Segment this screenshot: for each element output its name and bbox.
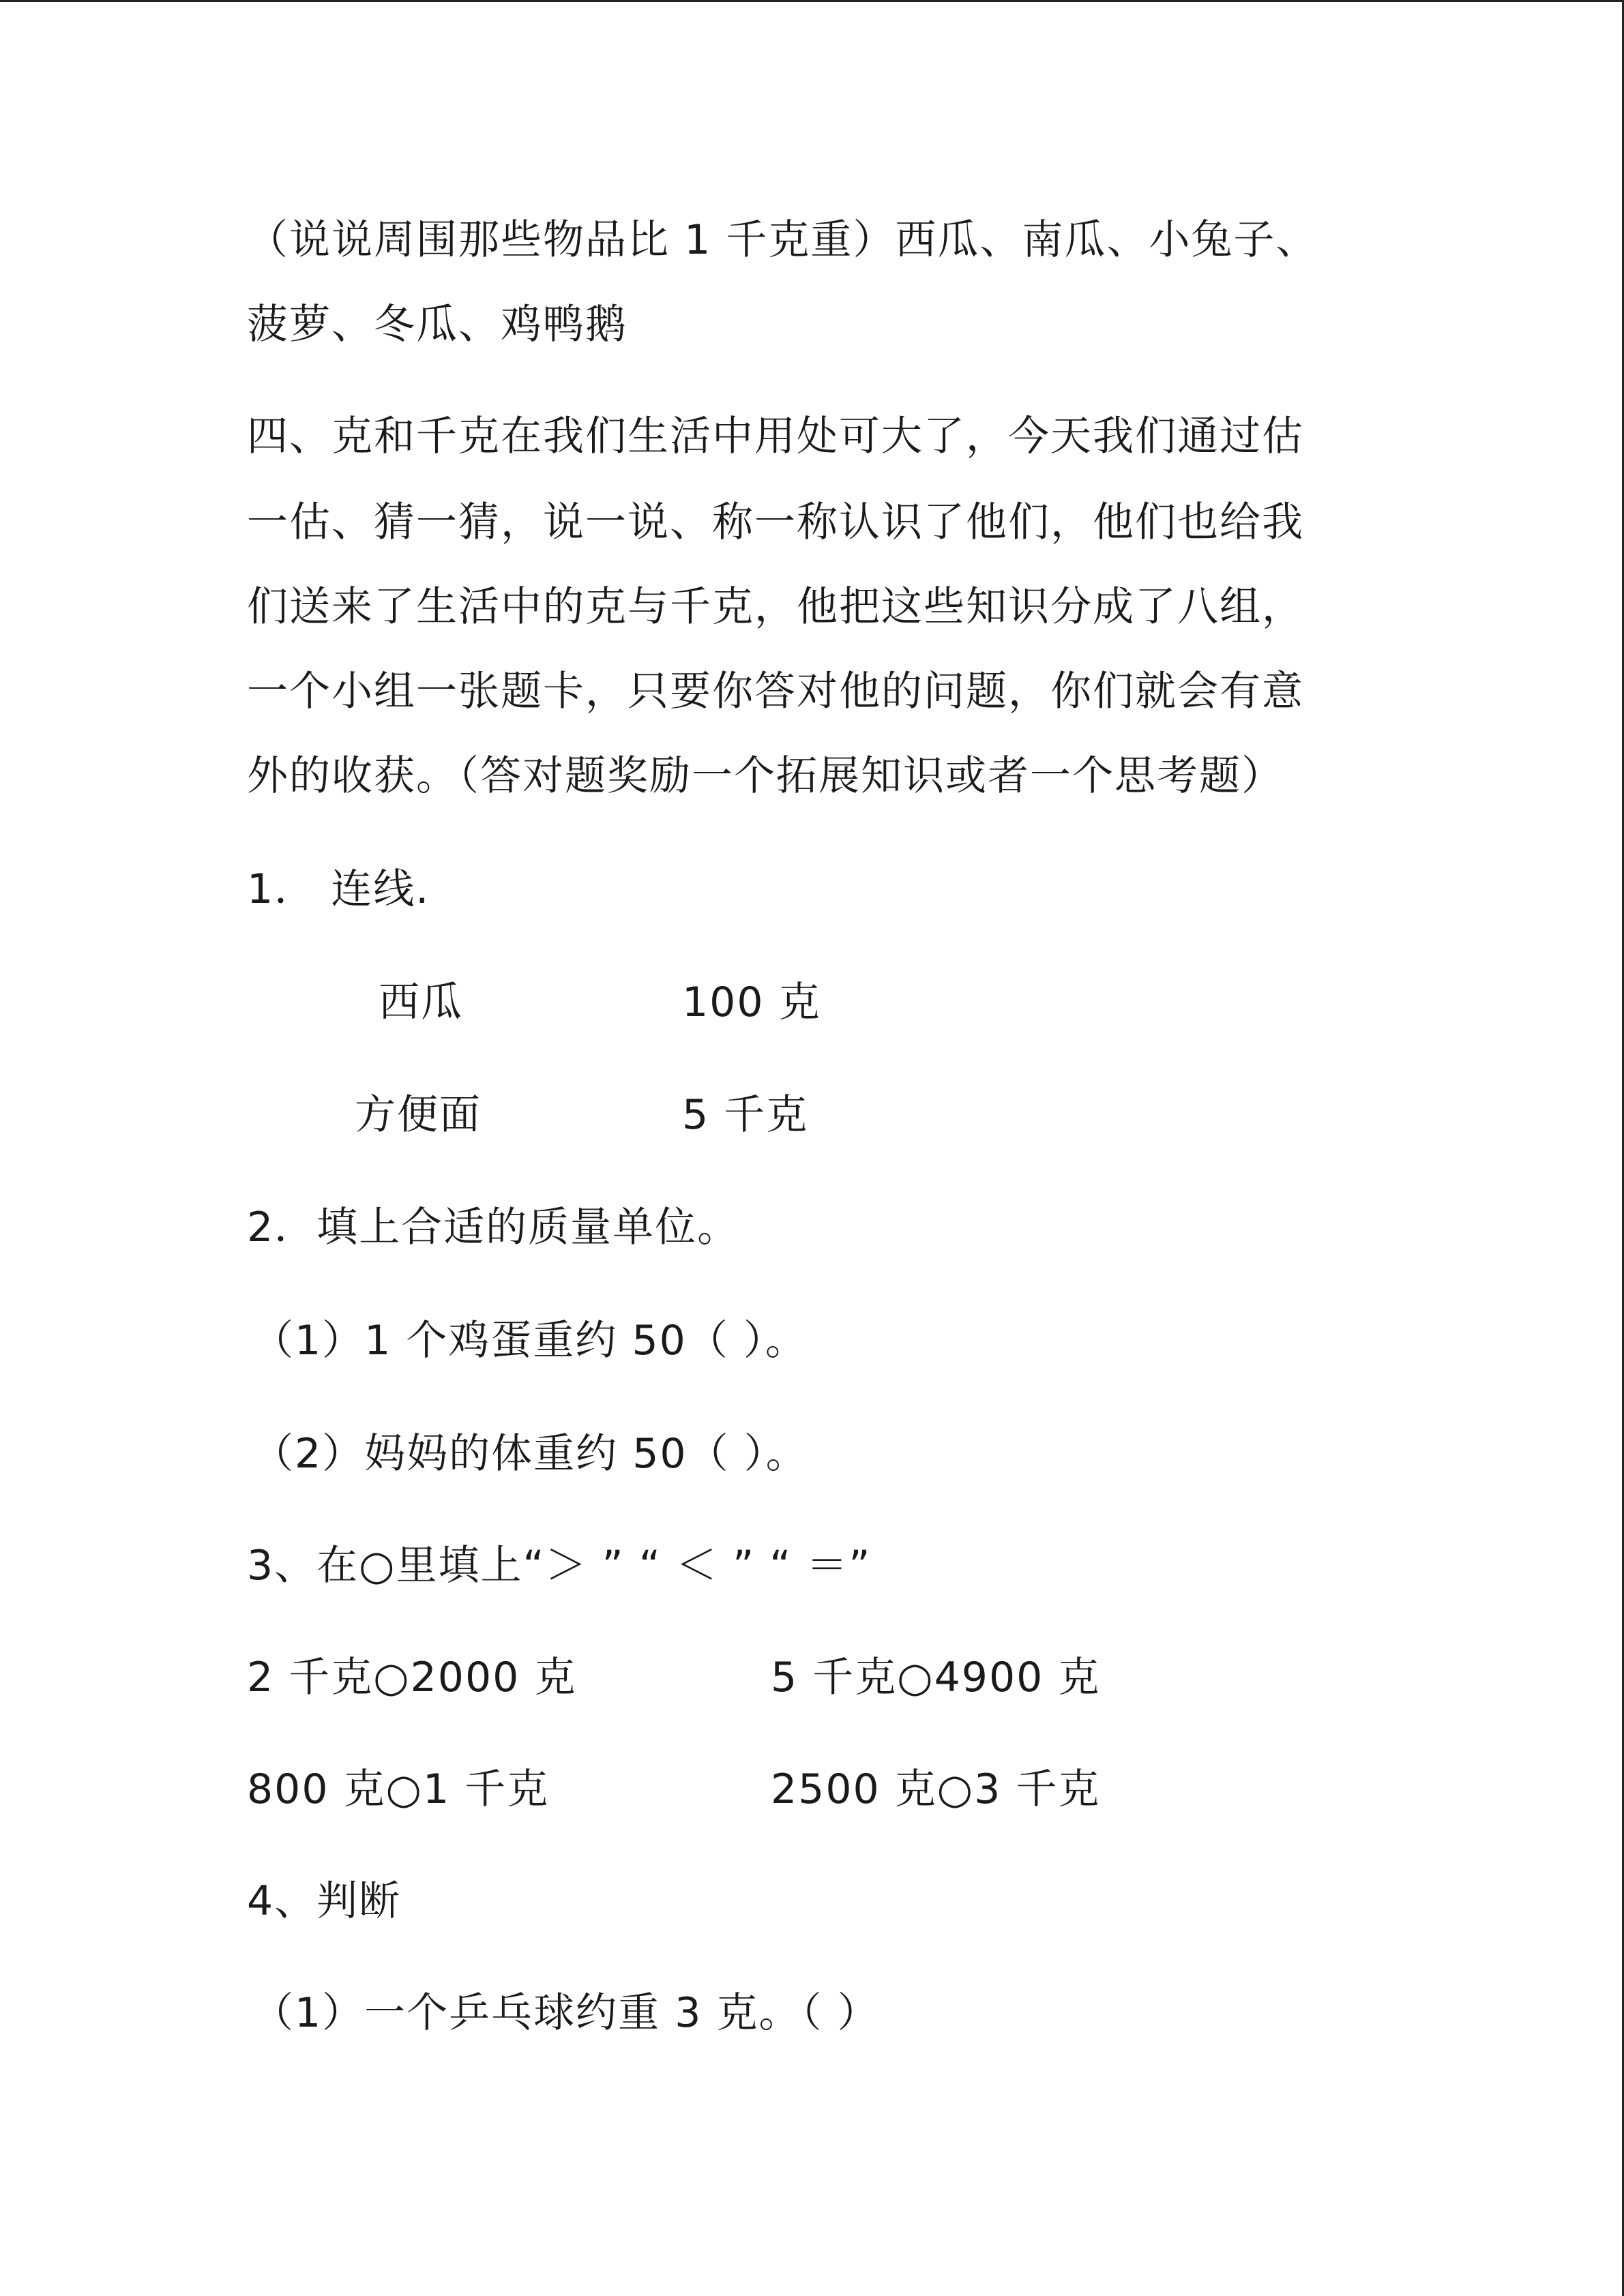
question-2-item: （1）1 个鸡蛋重约 50（ ）。: [252, 1317, 808, 1365]
match-right-item: 5 千克: [682, 1091, 809, 1139]
compare-item: 2500 克○3 千克: [771, 1765, 1101, 1813]
question-2-title: 2．填上合适的质量单位。: [247, 1204, 740, 1251]
match-right-item: 100 克: [682, 979, 821, 1026]
question-4-title: 4、判断: [247, 1877, 402, 1925]
match-left-item: 方便面: [355, 1091, 482, 1139]
question-3-title: 3、在○里填上“＞ ” “ ＜ ” “ ＝”: [247, 1542, 872, 1590]
page-top-border: [0, 0, 1624, 2]
section4-line-3: 们送来了生活中的克与千克，他把这些知识分成了八组，: [247, 583, 1304, 631]
section4-line-5: 外的收获。（答对题奖励一个拓展知识或者一个思考题）: [247, 752, 1284, 800]
compare-item: 2 千克○2000 克: [247, 1654, 577, 1701]
section4-line-4: 一个小组一张题卡，只要你答对他的问题，你们就会有意: [247, 668, 1304, 715]
compare-item: 800 克○1 千克: [247, 1765, 550, 1813]
question-1-title: 1． 连线.: [247, 865, 430, 913]
intro-line-1: （说说周围那些物品比 1 千克重）西瓜、南瓜、小兔子、: [247, 216, 1318, 264]
compare-item: 5 千克○4900 克: [771, 1654, 1101, 1701]
section4-line-2: 一估、猜一猜，说一说、称一称认识了他们，他们也给我: [247, 498, 1304, 546]
section4-line-1: 四、克和千克在我们生活中用处可大了，今天我们通过估: [247, 413, 1304, 460]
match-left-item: 西瓜: [379, 979, 463, 1026]
intro-line-2: 菠萝、冬瓜、鸡鸭鹅: [247, 301, 628, 348]
question-4-item: （1）一个乒乓球约重 3 克。（ ）: [252, 1989, 880, 2037]
question-2-item: （2）妈妈的体重约 50（ ）。: [252, 1430, 808, 1478]
